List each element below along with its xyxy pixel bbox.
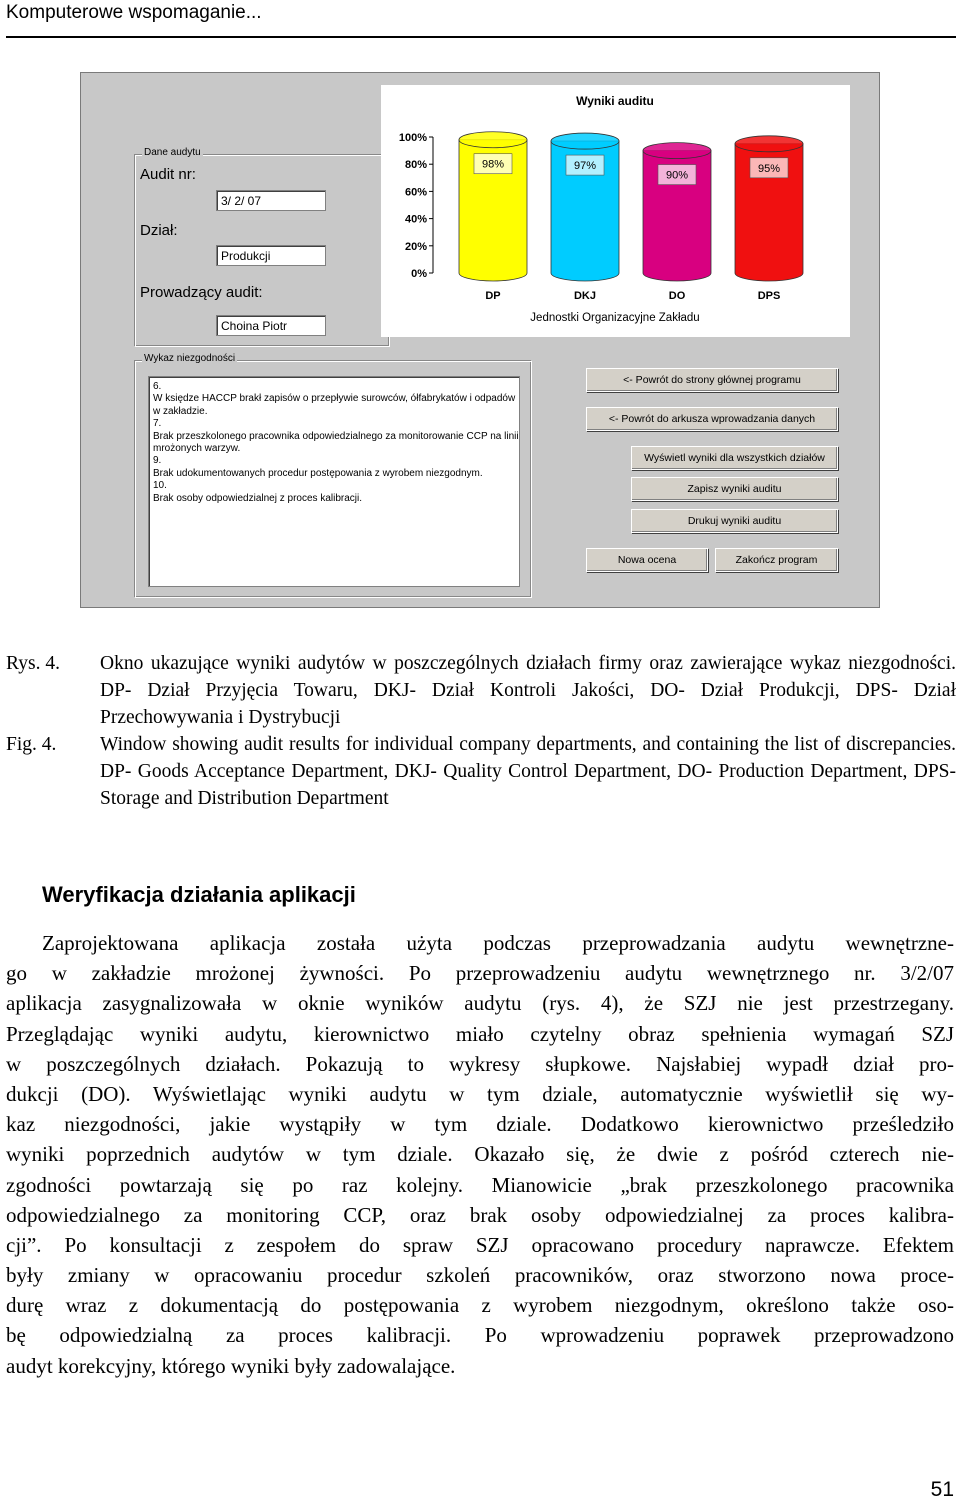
paragraph-line: zgodności powtarzają się po raz kolejny. Mianowicie „brak przeszkolonego pracownika — [6, 1172, 954, 1197]
caption-text-en: Window showing audit results for individual company departments, and containing the list of discrepancies. DP- Goods Acceptance Department, DKJ- Quality Control Department, DO- Production Department, DPS- Storage and Distribution Department — [100, 734, 956, 809]
audit-group-caption: Dane audytu — [144, 147, 201, 158]
value-label: 90% — [665, 169, 689, 182]
discrepancy-group — [135, 353, 532, 598]
paragraph-line: Zaprojektowana aplikacja została użyta podczas przeprowadzania audytu wewnętrzne- — [42, 931, 954, 955]
back-to-main-button[interactable]: <- Powrót do strony głównej programu — [586, 368, 838, 392]
paragraph-line: cji”. Po konsultacji z zespołem do spraw SZJ opracowano procedury naprawcze. Efektem — [6, 1232, 954, 1257]
list-item: 10. — [153, 480, 167, 492]
y-tick-label: 20% — [404, 240, 427, 253]
x-tick-label: DP — [485, 290, 501, 302]
caption-label-en: Fig. 4. — [6, 734, 57, 755]
back-to-sheet-button[interactable]: <- Powrót do arkusza wprowadzania danych — [586, 407, 838, 431]
bar-top-do — [643, 143, 711, 159]
paragraph-line: odpowiedzialnego za monitoring CCP, oraz brak osoby odpowiedzialnej za proces kalibra- — [6, 1202, 954, 1227]
bar-top-dp — [459, 132, 527, 148]
paragraph-line: były zmiany w opracowaniu procedur szkoleń pracowników, oraz stworzono nowa proce- — [6, 1263, 954, 1288]
list-item: 9. — [153, 455, 162, 467]
app-window — [80, 72, 880, 608]
audit-number-label: Audit nr: — [140, 166, 196, 183]
y-tick-label: 60% — [404, 186, 427, 199]
x-tick-label: DKJ — [573, 290, 597, 302]
body-paragraph — [6, 928, 954, 1381]
chart-panel — [381, 85, 850, 337]
audit-number-field[interactable]: 3/ 2/ 07 — [216, 190, 326, 211]
print-results-button[interactable]: Drukuj wyniki auditu — [631, 509, 838, 533]
paragraph-line: bę odpowiedzialną za proces kalibracji. Po wprowadzeniu poprawek przeprowadzono — [6, 1323, 954, 1348]
audit-results-chart — [381, 85, 850, 337]
y-tick-label: 80% — [404, 159, 427, 172]
list-item: 6. — [153, 381, 162, 392]
discrepancy-group-caption: Wykaz niezgodności — [144, 353, 236, 364]
x-tick-label: DPS — [757, 290, 781, 302]
department-field[interactable]: Produkcji — [216, 245, 326, 266]
value-label: 95% — [757, 162, 781, 175]
auditor-field[interactable]: Choina Piotr — [216, 315, 326, 336]
caption-label-pl: Rys. 4. — [6, 653, 60, 674]
show-all-results-button[interactable]: Wyświetl wyniki dla wszystkich działów — [631, 446, 838, 470]
list-item: 7. — [153, 418, 162, 430]
paragraph-line: w poszczególnych działach. Pokazują to wykresy słupkowe. Najsłabiej wypadł dział pro- — [6, 1051, 954, 1076]
header-rule — [6, 36, 956, 38]
caption-text-pl: Okno ukazujące wyniki audytów w poszczególnych działach firmy oraz zawierające wykaz niezgodności. DP- Dział Przyjęcia Towaru, DKJ- Dział Kontroli Jakości, DO- Dział Produkcji, DPS- Dział Przechowywania i Dystrybucji — [100, 653, 956, 728]
running-head: Komputerowe wspomaganie... — [6, 2, 262, 23]
page-number: 51 — [930, 1478, 954, 1501]
paragraph-line: audyt korekcyjny, którego wyniki były zadowalające. — [6, 1353, 456, 1378]
auditor-label: Prowadzący audit: — [140, 284, 263, 301]
y-tick-label: 100% — [398, 132, 427, 144]
value-label: 97% — [573, 160, 597, 173]
paragraph-line: aplikacja zasygnalizowała w oknie wyników audytu (rys. 4), że SZJ nie jest przestrzegany. — [6, 991, 954, 1016]
department-label: Dział: — [140, 222, 178, 239]
bar-top-dps — [735, 136, 803, 152]
discrepancy-list[interactable] — [148, 376, 520, 587]
y-tick-label: 40% — [404, 213, 427, 226]
value-label: 98% — [481, 158, 505, 171]
paragraph-line: wyniki poprzednich audytów w tym dziale. Okazało się, że dwie z pośród czterech nie- — [6, 1142, 954, 1167]
chart-title: Wyniki auditu — [576, 94, 654, 108]
save-results-button[interactable]: Zapisz wyniki auditu — [631, 477, 838, 501]
paragraph-line: Przeglądając wyniki audytu, kierownictwo miało czytelny obraz spełnienia wymagań SZJ — [6, 1021, 954, 1046]
paragraph-line: go w zakładzie mrożonej żywności. Po przeprowadzeniu audytu wewnętrznego nr. 3/2/07 — [6, 961, 954, 986]
new-rating-button[interactable]: Nowa ocena — [586, 548, 708, 572]
list-item: Brak udokumentowanych procedur postępowania z wyrobem niezgodnym. — [153, 467, 483, 479]
y-tick-label: 0% — [411, 268, 427, 280]
list-item: mrożonych warzyw. — [153, 443, 241, 455]
exit-program-button[interactable]: Zakończ program — [715, 548, 838, 572]
list-item: W księdze HACCP brakł zapisów o przepływie surowców, ółfabrykatów i odpadów — [153, 393, 516, 405]
paragraph-line: dukcji (DO). Wyświetlając wyniki audytu w tym dziale, automatycznie wyświetlił się wy- — [6, 1081, 954, 1106]
list-item: Brak osoby odpowiedzialnej z proces kalibracji. — [153, 492, 362, 504]
paragraph-line: kaz niezgodności, jakie wystąpiły w tym dziale. Dodatkowo kierownictwo prześledziło — [6, 1112, 954, 1137]
section-heading: Weryfikacja działania aplikacji — [42, 882, 356, 907]
x-tick-label: DO — [668, 290, 686, 302]
audit-data-group — [135, 147, 390, 347]
bar-top-dkj — [551, 133, 619, 149]
paragraph-line: durę wraz z dokumentacją do postępowania z wyrobem niezgodnym, określono także oso- — [6, 1293, 954, 1318]
x-axis-label: Jednostki Organizacyjne Zakładu — [530, 312, 700, 324]
list-item: w zakładzie. — [153, 405, 208, 417]
list-item: Brak przeszkolonego pracownika odpowiedzialnego za monitorowanie CCP na linii — [153, 430, 519, 442]
